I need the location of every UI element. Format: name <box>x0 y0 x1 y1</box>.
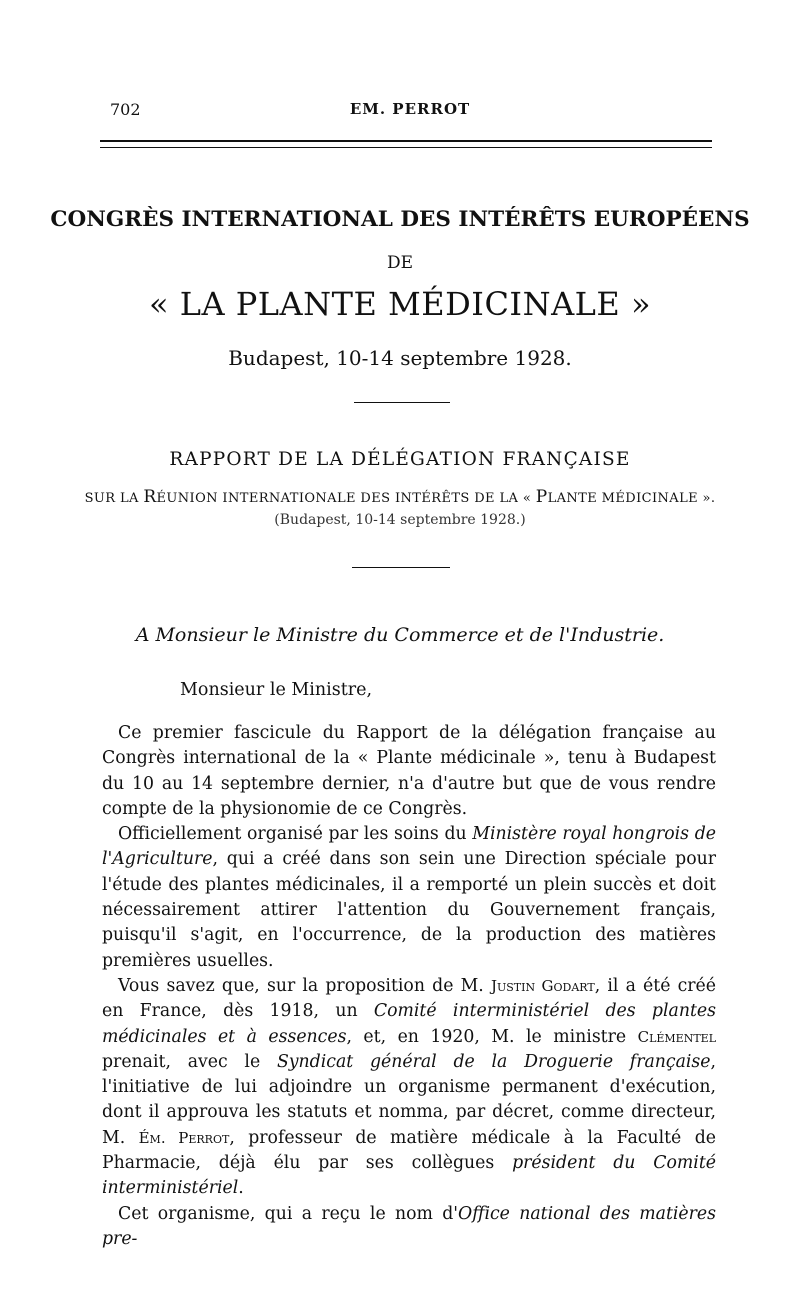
text-run: Vous savez que, sur la proposition de M. <box>118 975 491 996</box>
text-run: , et, en 1920, M. le ministre <box>346 1026 638 1047</box>
paragraph: Ce premier fascicule du Rapport de la délégation française au Congrès international de la « Plante médicinale », tenu à Budapest du 10 au 14 septembre dernier, n'a d'autre but que de vous rendre compte de la physionomie de ce Congrès. <box>102 723 716 819</box>
congress-place-date: Budapest, 10-14 septembre 1928. <box>228 346 572 370</box>
italic-run: Office national des matières pre- <box>102 1203 716 1249</box>
congress-title: CONGRÈS INTERNATIONAL DES INTÉRÊTS EUROPÉENS <box>50 207 750 232</box>
text-run: Officiellement organisé par les soins du <box>118 824 473 845</box>
letter-salutation: Monsieur le Ministre, <box>180 680 373 700</box>
running-head <box>110 100 710 124</box>
report-heading: RAPPORT DE LA DÉLÉGATION FRANÇAISE <box>169 449 631 470</box>
text-run: , l'initiative de lui adjoindre un organisme permanent d'exécution, dont il approuva les statuts et nomma, par décret, comme directeur, M. <box>102 1051 716 1148</box>
text-run: , qui a créé dans son sein une Direction spéciale pour l'étude des plantes médicinales, il a remporté un plein succès et doit nécessairement attirer l'attention du Gouvernement français, puisqu'il s'agit, en l'occurrence, de la production des matières premières usuelles. <box>102 849 716 971</box>
subheading-part: SUR LA <box>84 491 144 506</box>
text-run: Cet organisme, qui a reçu le nom d' <box>118 1203 459 1224</box>
congress-title-de: DE <box>386 253 414 273</box>
subheading-part: LANTE MÉDICINALE » <box>547 491 711 506</box>
italic-run: Comité interministériel des plantes médicinales et à essences <box>102 1001 716 1047</box>
report-subheading <box>40 487 760 507</box>
running-head-author: EM. PERROT <box>349 100 471 118</box>
italic-run: président du Comité interministériel <box>102 1153 716 1199</box>
page-number: 702 <box>110 100 141 119</box>
congress-subject: « LA PLANTE MÉDICINALE » <box>148 285 652 323</box>
text-run: . <box>238 1178 244 1199</box>
separator-rule <box>352 567 450 568</box>
italic-run: Ministère royal hongrois de l'Agriculture <box>102 824 716 870</box>
subheading-cap: R <box>143 487 157 507</box>
paragraph <box>102 1202 716 1253</box>
person-name: Ém. Perrot <box>138 1128 230 1147</box>
body-text <box>102 721 716 1252</box>
report-date-line: (Budapest, 10-14 septembre 1928.) <box>274 512 526 528</box>
letter-address: A Monsieur le Ministre du Commerce et de l'Industrie. <box>135 624 665 646</box>
text-run: , professeur de matière médicale à la Faculté de Pharmacie, déjà élu par ses collègues <box>102 1127 716 1174</box>
subheading-part: . <box>710 491 716 506</box>
person-name: Clémentel <box>637 1027 716 1046</box>
separator-rule <box>354 402 450 403</box>
subheading-part: ÉUNION INTERNATIONALE DES INTÉRÊTS DE LA « <box>156 491 536 506</box>
text-run: prenait, avec le <box>102 1051 277 1072</box>
italic-run: Syndicat général de la Droguerie française <box>276 1051 711 1072</box>
header-rule <box>100 140 712 142</box>
header-rule-thin <box>100 147 712 148</box>
paragraph <box>102 822 716 974</box>
paragraph <box>102 974 716 1202</box>
subheading-cap: P <box>535 487 548 507</box>
person-name: Justin Godart <box>490 976 595 995</box>
text-run: , il a été créé en France, dès 1918, un <box>102 975 716 1022</box>
